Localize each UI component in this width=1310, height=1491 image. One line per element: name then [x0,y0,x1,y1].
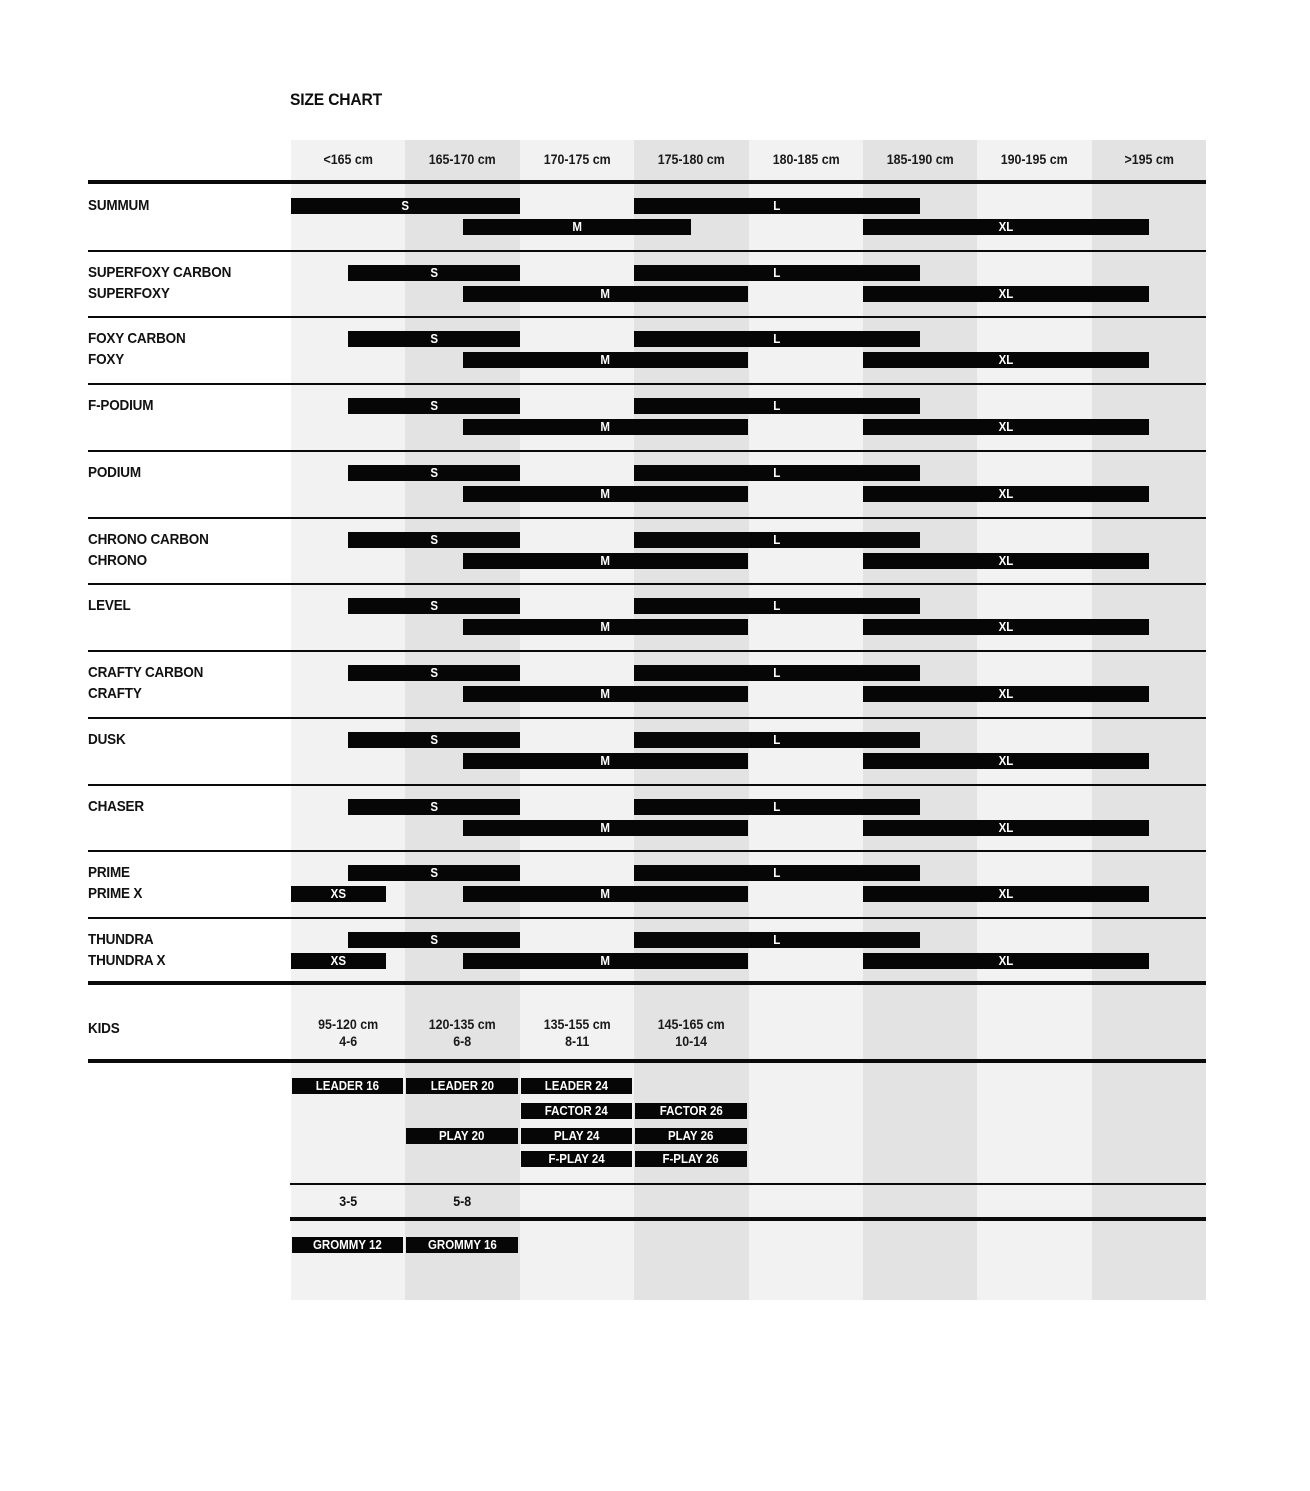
size-bar-text: XL [998,954,1014,969]
kids-age-range-text: 8-11 [564,1034,590,1049]
size-bar-text: M [600,353,611,368]
size-bar [463,953,749,969]
model-label [88,686,142,702]
size-bar-text: M [600,553,611,568]
height-column-header [296,140,401,180]
model-label-text: THUNDRA [88,931,154,949]
size-bar-text: M [600,286,611,301]
size-bar-text: L [773,799,781,814]
kids-bike-bar-text: FACTOR 24 [544,1104,608,1118]
model-label-text: F-PODIUM [88,397,154,415]
size-bar [348,331,520,347]
kids-bike-bar-text: PLAY 24 [553,1129,600,1143]
model-label [88,352,124,368]
size-bar [863,753,1149,769]
size-bar-text: XL [998,353,1014,368]
size-bar [863,286,1149,302]
section-separator [88,917,1206,919]
height-column-header-text: >195 cm [1124,152,1174,167]
size-bar [863,486,1149,502]
size-bar-text: M [600,687,611,702]
model-label-text: PODIUM [88,463,141,481]
models-bottom-rule [88,981,1206,985]
model-label-text: THUNDRA X [88,952,166,970]
kids-age-top-rule [290,1183,1206,1185]
kids-bike-bar-text: PLAY 26 [668,1129,714,1143]
kids-bike-bar-text: PLAY 20 [439,1129,485,1143]
size-bar [863,553,1149,569]
size-bar [634,398,920,414]
section-separator [88,583,1206,585]
size-bar-text: XL [998,620,1014,635]
kids-grommy-bar-text: GROMMY 16 [427,1238,497,1252]
size-bar-text: XL [998,286,1014,301]
model-label [88,465,141,481]
size-bar [463,820,749,836]
size-bar-text: M [600,753,611,768]
size-bar-text: M [600,620,611,635]
kids-height-range [524,1016,629,1033]
size-bar-text: S [430,399,438,414]
section-separator [88,517,1206,519]
kids-header-rule [88,1059,1206,1063]
column-stripe [520,140,634,1300]
kids-height-range-text: 120-135 cm [429,1017,497,1032]
size-bar-text: S [430,933,438,948]
size-bar-text: S [430,332,438,347]
kids-bike-bar-text: F-PLAY 24 [548,1152,605,1166]
size-bar-text: L [773,532,781,547]
kids-bike-bar [521,1151,632,1167]
size-bar-text: XL [998,486,1014,501]
height-column-header [410,140,515,180]
model-label [88,398,153,414]
size-bar [634,532,920,548]
size-bar [634,198,920,214]
size-bar-text: S [430,666,438,681]
size-bar [863,419,1149,435]
size-bar [634,265,920,281]
height-column-header-text: 175-180 cm [657,152,725,167]
kids-bike-bar [406,1078,517,1094]
page-title: SIZE CHART [290,90,383,109]
kids-age-range [296,1033,401,1050]
size-bar-text: L [773,399,781,414]
kids-height-range [639,1016,744,1033]
model-label [88,799,144,815]
model-label [88,265,231,281]
height-column-header [867,140,972,180]
height-column-header-text: 185-190 cm [886,152,954,167]
height-column-header [1096,140,1201,180]
size-bar-text: XL [998,553,1014,568]
model-label-text: DUSK [88,730,126,748]
model-label-text: CHRONO CARBON [88,530,209,548]
kids-section-label-text: KIDS [88,1020,120,1037]
size-bar [463,886,749,902]
size-bar [634,799,920,815]
size-bar-text: M [600,954,611,969]
height-column-header-text: 170-175 cm [543,152,611,167]
size-bar-text: M [572,220,582,234]
size-bar [463,486,749,502]
model-label-text: LEVEL [88,597,131,615]
kids-height-range-text: 135-155 cm [543,1017,611,1032]
size-bar [463,619,749,635]
column-stripe [749,140,863,1300]
size-bar-text: L [773,332,781,347]
size-bar-text: XL [998,887,1014,902]
height-column-header [639,140,744,180]
size-bar-text: XS [330,887,347,902]
size-bar-text: S [430,532,438,547]
column-stripe [634,140,748,1300]
model-label [88,865,130,881]
kids-column-header [291,1016,405,1050]
size-bar [463,686,749,702]
size-bar [348,532,520,548]
height-column-header [753,140,858,180]
size-bar [634,465,920,481]
kids-height-range [296,1016,401,1033]
size-bar [863,352,1149,368]
size-bar-text: L [773,732,781,747]
model-label-text: SUPERFOXY [88,284,170,302]
size-bar-text: S [430,465,438,480]
model-label [88,732,126,748]
size-bar-text: S [430,799,438,814]
size-bar [634,665,920,681]
kids-bike-bar [521,1103,632,1119]
size-bar-text: M [600,887,611,902]
height-column-header [524,140,629,180]
size-bar-text: XL [998,687,1014,702]
size-bar-text: M [600,420,611,435]
size-bar-text: L [773,933,781,948]
size-bar [348,398,520,414]
kids-age-range-text: 6-8 [453,1034,472,1049]
kids-grommy-bar [292,1237,403,1253]
kids-age-range [639,1033,744,1050]
kids-age-bottom-rule [290,1217,1206,1221]
section-separator [88,784,1206,786]
kids-age-label [410,1194,515,1210]
size-bar-text: XL [998,820,1014,835]
kids-height-range-text: 95-120 cm [318,1017,379,1032]
size-bar [291,886,386,902]
section-separator [88,850,1206,852]
kids-bike-bar-text: LEADER 24 [544,1079,609,1093]
header-rule [88,180,1206,184]
model-label-text: CHRONO [88,551,147,569]
model-label [88,532,209,548]
size-bar [863,953,1149,969]
model-label [88,665,203,681]
kids-grommy-bar [406,1237,517,1253]
model-label [88,886,142,902]
size-bar-text: L [773,599,781,614]
kids-age-range [410,1033,515,1050]
size-bar-text: L [773,265,781,280]
kids-age-label-text: 5-8 [453,1194,472,1209]
model-label-text: SUMMUM [88,197,150,214]
kids-bike-bar [406,1128,517,1144]
size-bar [463,219,692,235]
kids-bike-bar-text: F-PLAY 26 [662,1152,719,1166]
kids-bike-bar-text: LEADER 20 [430,1079,494,1093]
size-bar [863,820,1149,836]
column-stripe [405,140,519,1300]
kids-age-range-text: 10-14 [675,1034,708,1049]
size-bar [348,732,520,748]
column-stripe [291,140,405,1300]
kids-column-header [405,1016,519,1050]
size-bar [863,686,1149,702]
size-bar-text: S [430,866,438,881]
model-label [88,553,147,569]
kids-bike-bar [635,1128,746,1144]
size-bar [348,799,520,815]
size-bar-text: L [773,666,781,681]
size-bar [463,419,749,435]
size-bar-text: XL [998,220,1014,234]
size-bar [463,553,749,569]
size-bar [348,598,520,614]
model-label [88,286,170,302]
kids-column-header [520,1016,634,1050]
kids-column-header [634,1016,748,1050]
kids-height-range-text: 145-165 cm [657,1017,725,1032]
kids-grommy-bar-text: GROMMY 12 [313,1238,383,1252]
model-label [88,331,186,347]
size-bar-text: XL [998,753,1014,768]
size-bar [863,886,1149,902]
kids-bike-bar-text: FACTOR 26 [659,1104,723,1118]
height-column-header-text: 180-185 cm [772,152,840,167]
size-bar-text: L [773,866,781,881]
size-bar [291,953,386,969]
size-bar-text: M [600,486,611,501]
size-bar [463,753,749,769]
model-label [88,198,149,214]
kids-age-label-text: 3-5 [339,1194,358,1209]
kids-bike-bar [292,1078,403,1094]
size-bar-text: XS [330,954,347,969]
kids-bike-bar [521,1128,632,1144]
size-bar [348,932,520,948]
size-bar-text: S [430,265,438,280]
section-separator [88,650,1206,652]
model-label-text: CRAFTY CARBON [88,664,204,682]
model-label-text: SUPERFOXY CARBON [88,263,232,281]
size-bar [463,286,749,302]
model-label-text: PRIME X [88,885,143,903]
model-label-text: FOXY CARBON [88,330,186,348]
kids-bike-bar-text: LEADER 16 [316,1079,380,1093]
size-bar-text: L [773,199,781,213]
size-bar [863,619,1149,635]
size-bar [634,732,920,748]
size-bar-text: XL [998,420,1014,435]
section-separator [88,450,1206,452]
model-label-text: CRAFTY [88,685,142,703]
size-bar [291,198,520,214]
size-bar [348,465,520,481]
size-bar [634,598,920,614]
height-column-header [982,140,1087,180]
section-separator [88,250,1206,252]
size-bar-text: S [430,732,438,747]
model-label [88,953,165,969]
section-separator [88,316,1206,318]
size-bar [863,219,1149,235]
height-column-header-text: 190-195 cm [1000,152,1068,167]
column-stripe [977,140,1091,1300]
size-bar [634,932,920,948]
kids-section-label [88,1021,120,1037]
size-bar-text: M [600,820,611,835]
kids-bike-bar [635,1151,746,1167]
column-stripe [1092,140,1206,1300]
kids-bike-bar [635,1103,746,1119]
kids-age-range-text: 4-6 [339,1034,358,1049]
size-bar-text: S [430,599,438,614]
kids-bike-bar [521,1078,632,1094]
height-column-header-text: <165 cm [323,152,373,167]
size-bar [634,331,920,347]
size-bar-text: L [773,465,781,480]
section-separator [88,717,1206,719]
size-bar [348,865,520,881]
model-label-text: PRIME [88,864,130,882]
size-bar [348,265,520,281]
kids-age-label [296,1194,401,1210]
kids-height-range [410,1016,515,1033]
size-bar [348,665,520,681]
height-column-header-text: 165-170 cm [429,152,497,167]
model-label [88,598,131,614]
kids-age-range [524,1033,629,1050]
model-label-text: CHASER [88,797,144,815]
size-bar [463,352,749,368]
model-label [88,932,153,948]
size-bar-text: S [401,199,410,213]
column-stripe [863,140,977,1300]
size-bar [634,865,920,881]
section-separator [88,383,1206,385]
model-label-text: FOXY [88,351,125,369]
